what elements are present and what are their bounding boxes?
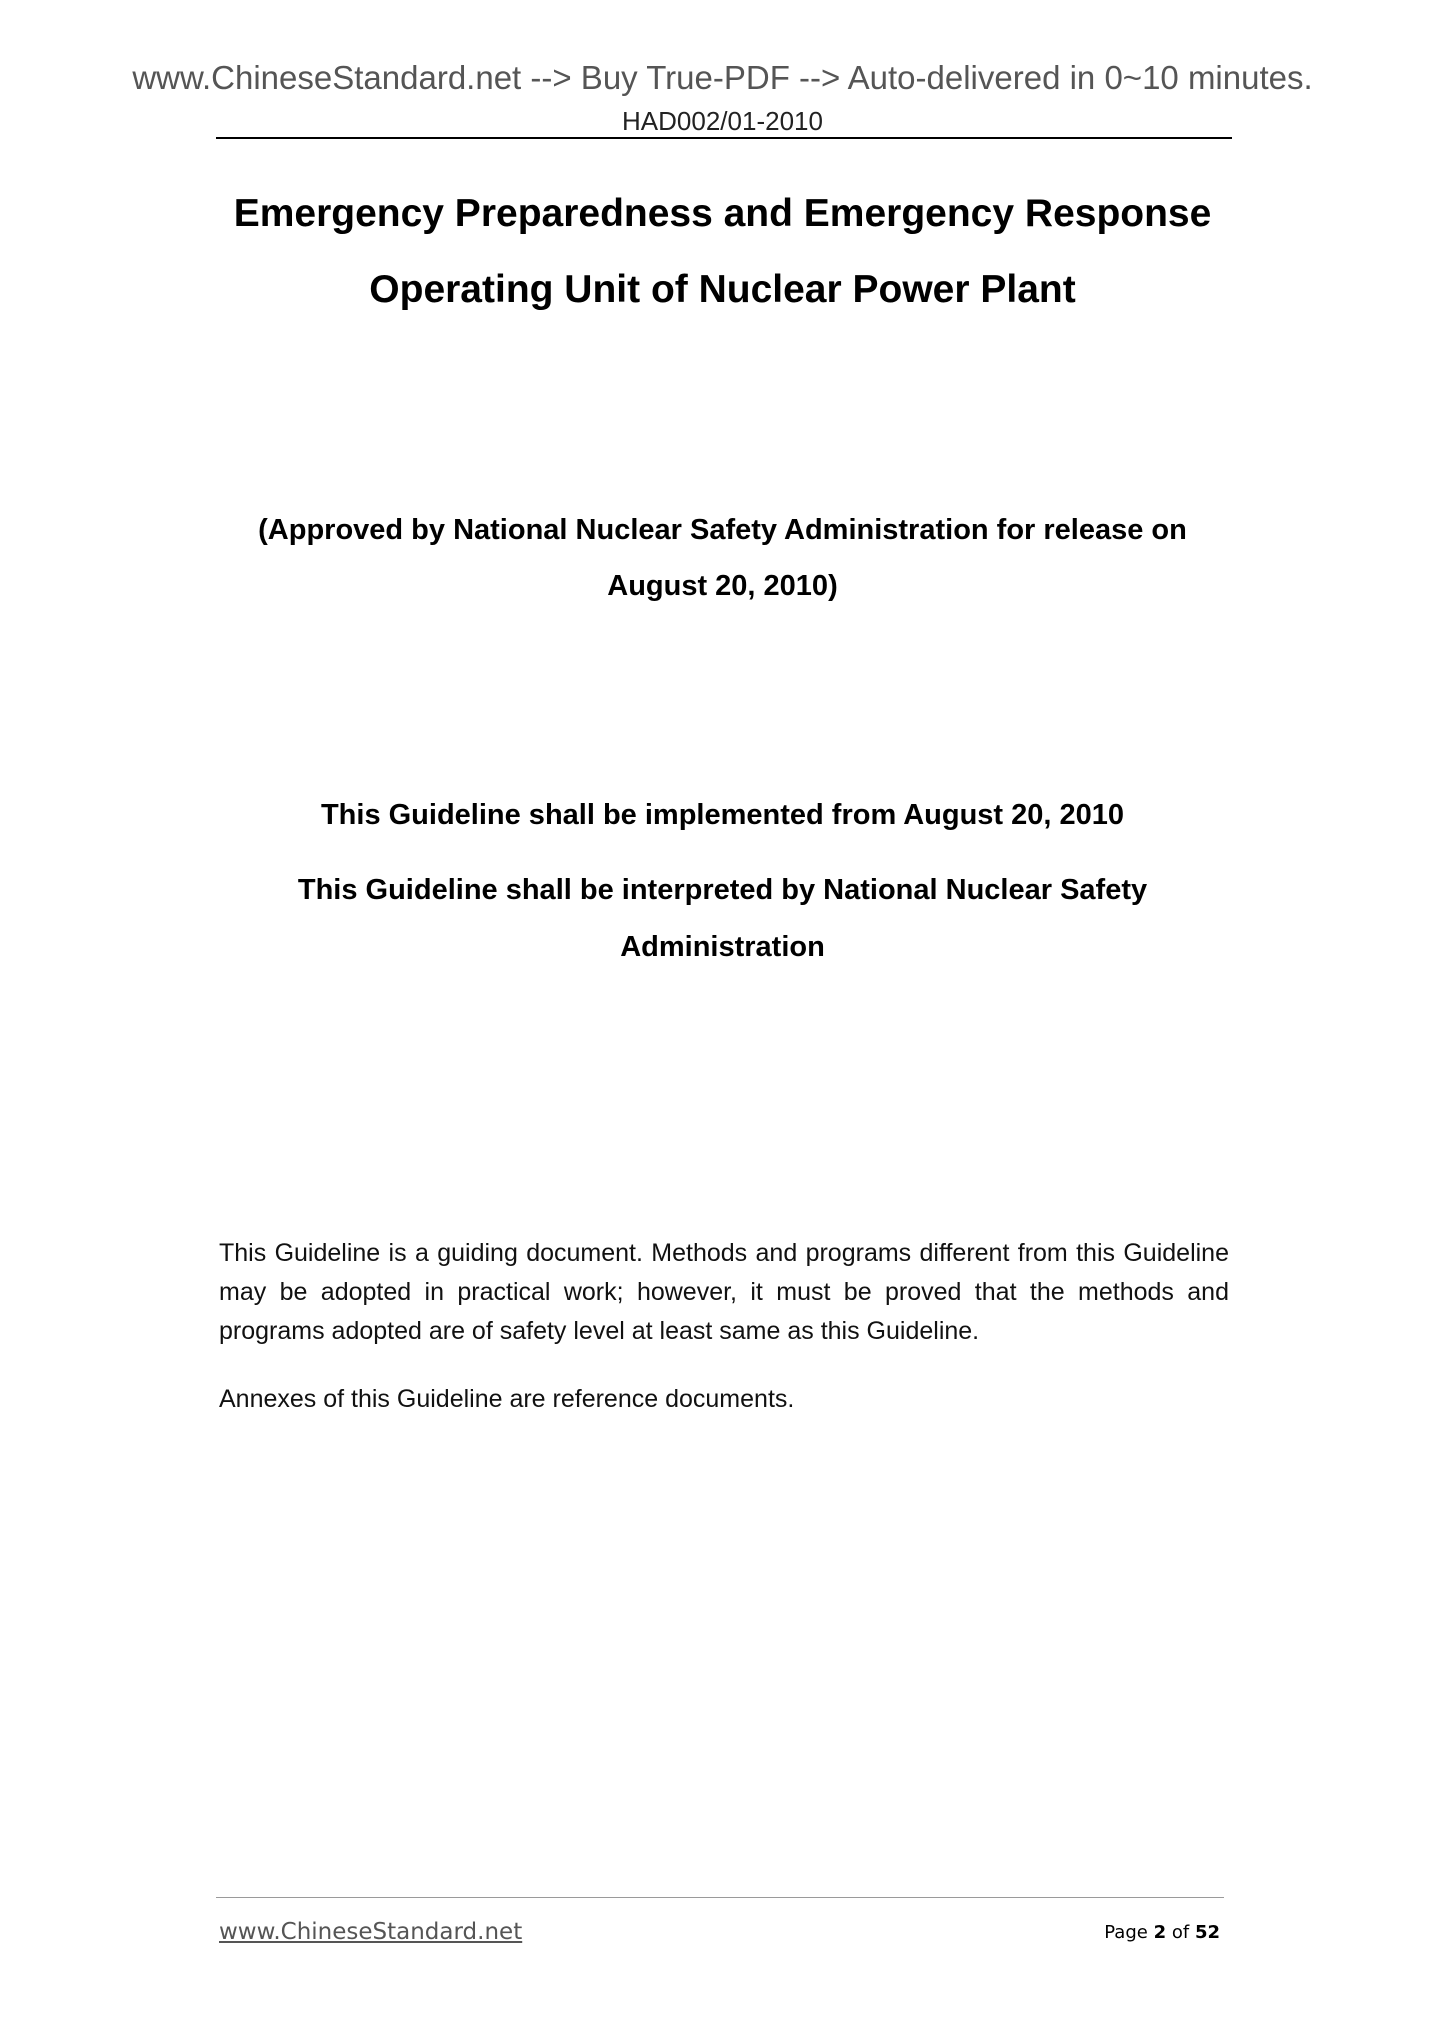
footer-divider: [216, 1897, 1224, 1898]
document-title-line-2: Operating Unit of Nuclear Power Plant: [369, 268, 1076, 311]
document-code: HAD002/01-2010: [622, 106, 823, 136]
page-separator: of: [1171, 1922, 1190, 1943]
total-pages: 52: [1194, 1922, 1220, 1943]
annexes-paragraph: Annexes of this Guideline are reference documents.: [219, 1385, 795, 1413]
page-label: Page: [1104, 1922, 1148, 1943]
footer-site-link[interactable]: www.ChineseStandard.net: [219, 1919, 523, 1945]
approval-note-line-2: August 20, 2010): [607, 570, 838, 602]
header-divider: [216, 137, 1232, 139]
interpretation-statement-line-1: This Guideline shall be interpreted by National Nuclear Safety: [297, 874, 1148, 906]
current-page: 2: [1153, 1922, 1167, 1943]
guidance-paragraph: This Guideline is a guiding document. Methods and programs different from this Guideline may be adopted in practical work; however, it must be proved that the methods and programs adopted are of safety level at least same as this Guideline.: [219, 1239, 1229, 1345]
site-banner[interactable]: www.ChineseStandard.net --> Buy True-PDF --> Auto-delivered in 0~10 minutes.: [132, 59, 1313, 96]
document-title-line-1: Emergency Preparedness and Emergency Response: [233, 192, 1212, 235]
implementation-date-statement: This Guideline shall be implemented from August 20, 2010: [320, 799, 1125, 831]
page-number: [1060, 1920, 1220, 1946]
approval-note-line-1: (Approved by National Nuclear Safety Administration for release on: [258, 514, 1187, 546]
interpretation-statement-line-2: Administration: [620, 931, 825, 963]
